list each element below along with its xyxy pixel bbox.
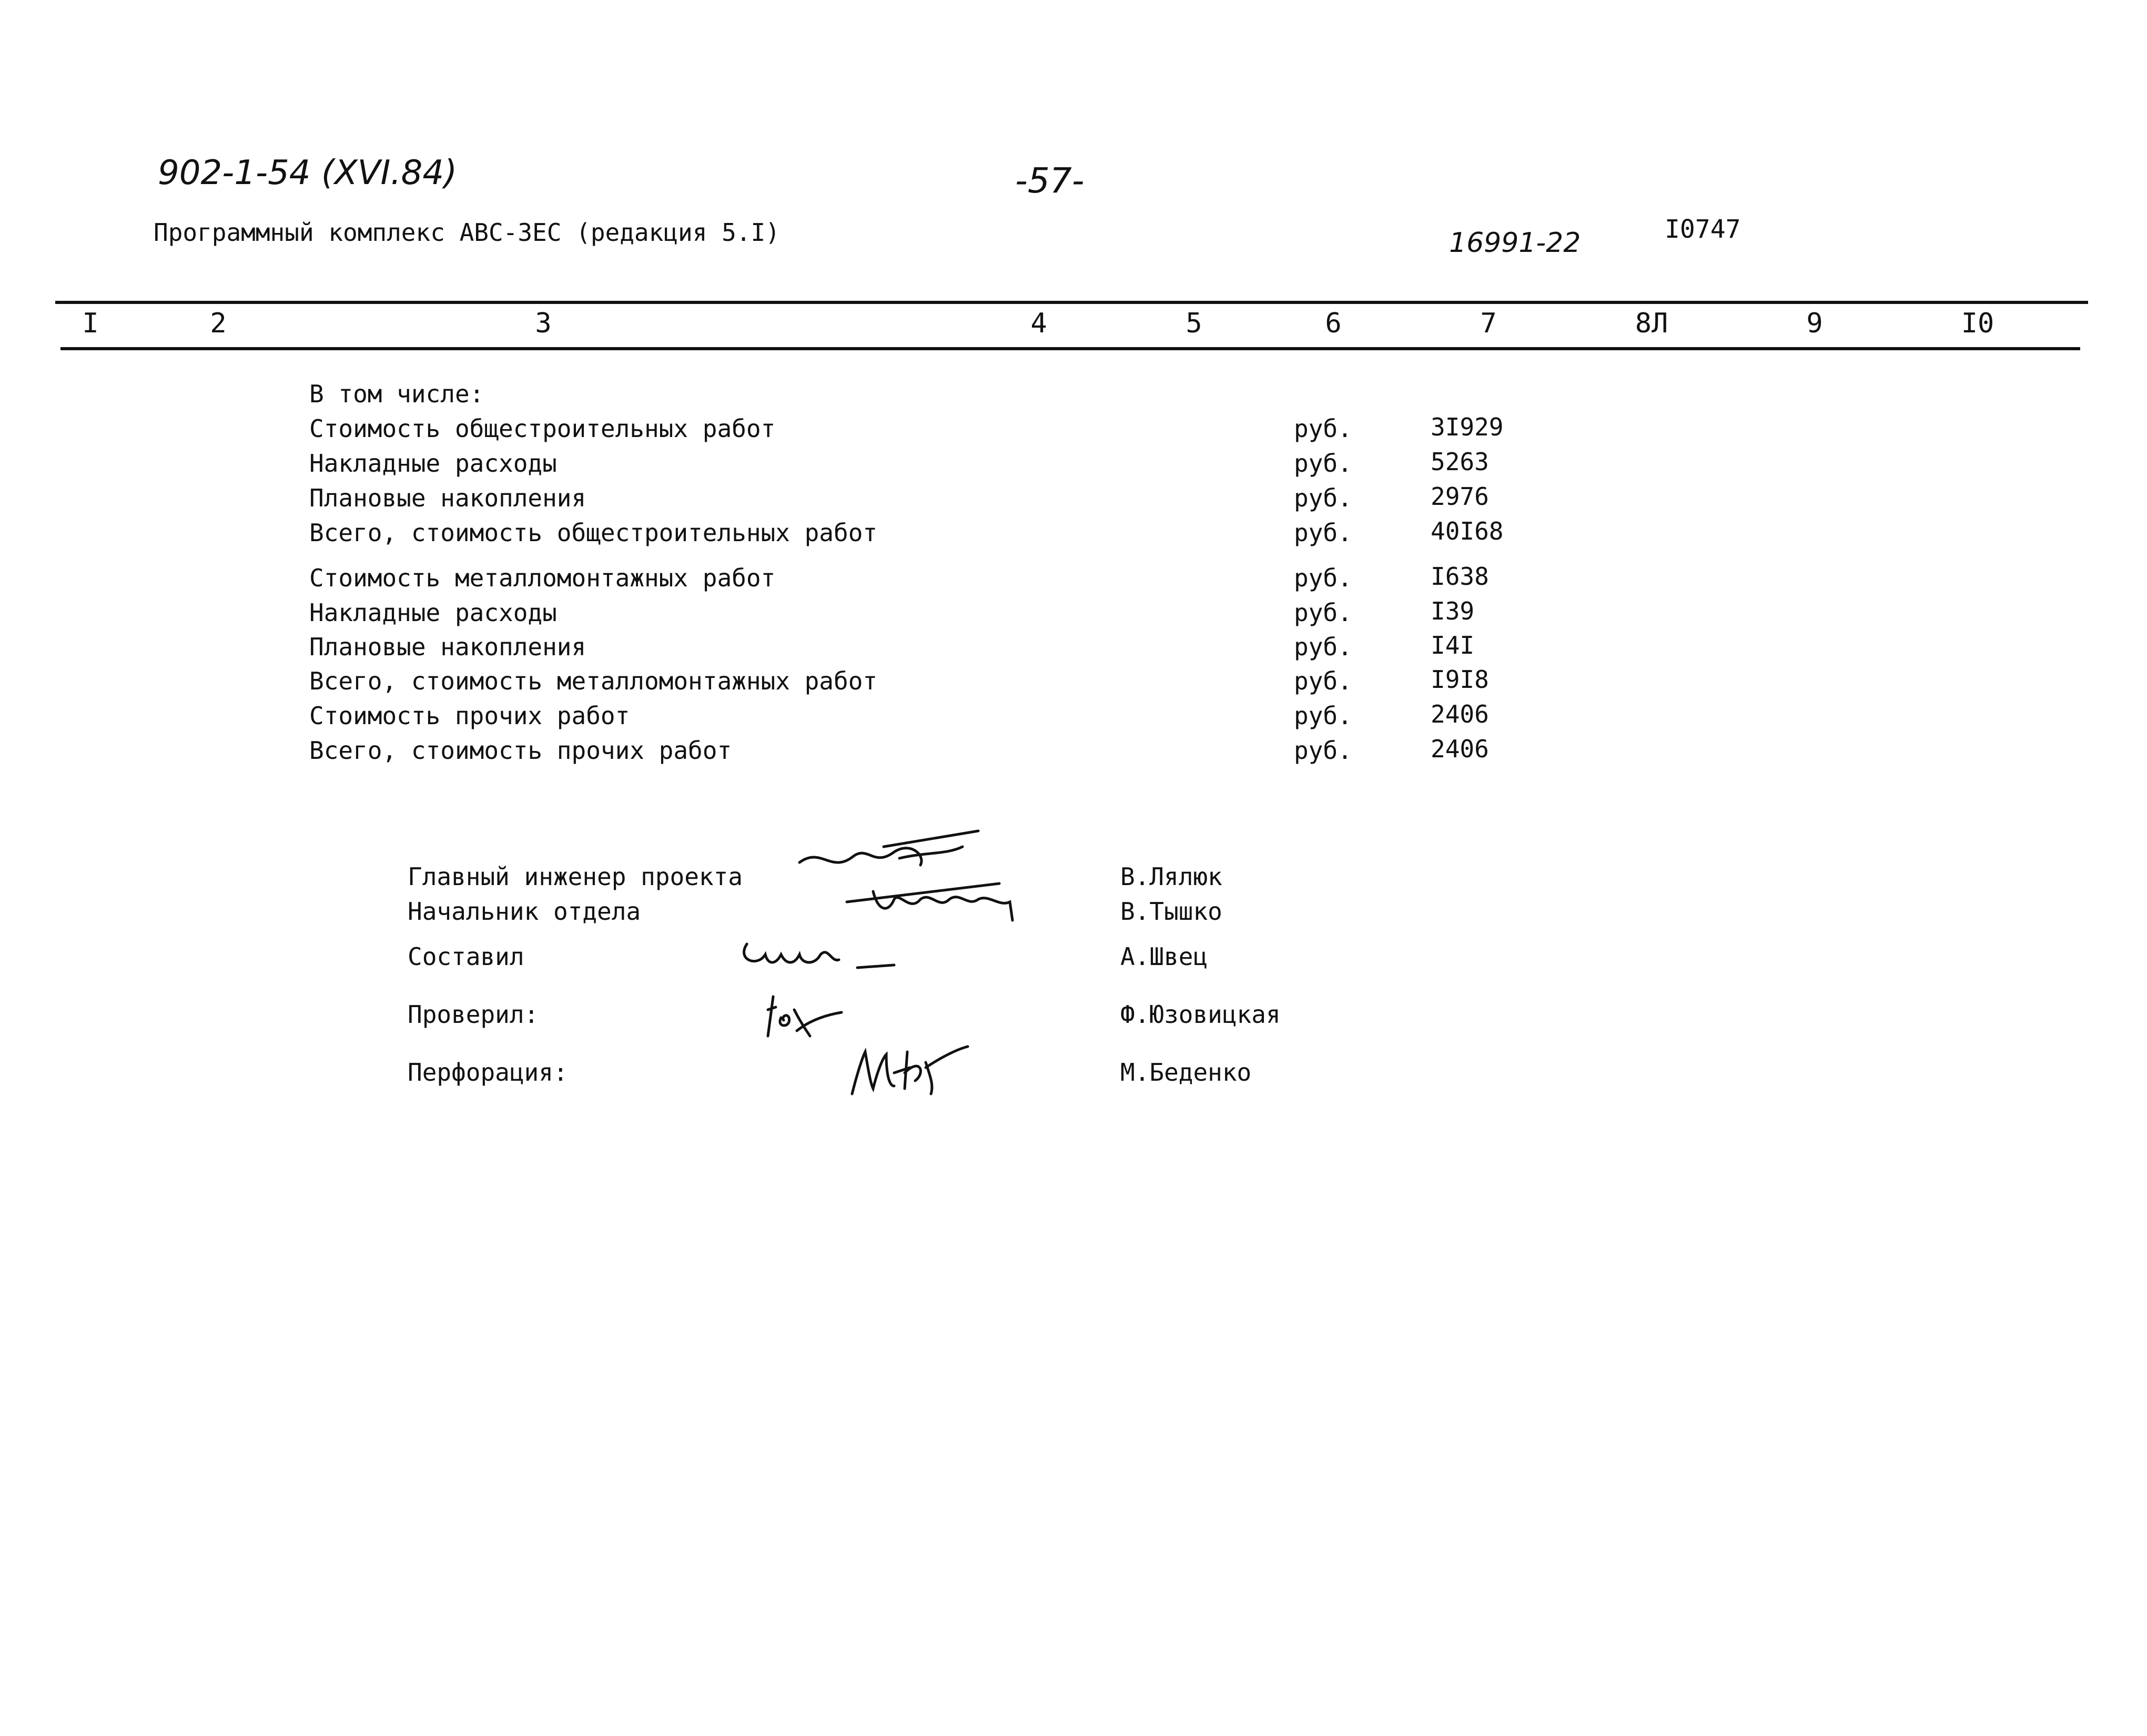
column-header-10: I0 bbox=[1961, 308, 1994, 339]
row-label: Накладные расходы bbox=[309, 598, 557, 627]
signature-title: Начальник отдела bbox=[408, 897, 641, 926]
section-heading: В том числе: bbox=[309, 380, 484, 408]
row-value: 2406 bbox=[1431, 700, 1489, 728]
row-unit: руб. bbox=[1294, 736, 1352, 765]
page-number: -57- bbox=[1015, 160, 1085, 201]
registration-number: 16991-22 bbox=[1449, 227, 1581, 259]
row-unit: руб. bbox=[1294, 449, 1352, 478]
row-label: Накладные расходы bbox=[309, 449, 557, 478]
row-value: I4I bbox=[1431, 631, 1475, 659]
column-header-5: 5 bbox=[1186, 308, 1202, 339]
row-value: I638 bbox=[1431, 562, 1489, 591]
document-code: 902-1-54 (XVI.84) bbox=[158, 154, 458, 192]
row-label: Плановые накопления bbox=[309, 484, 586, 512]
document-number: I0747 bbox=[1665, 215, 1741, 244]
row-label: Всего, стоимость прочих работ bbox=[309, 736, 732, 765]
row-unit: руб. bbox=[1294, 667, 1352, 695]
row-unit: руб. bbox=[1294, 519, 1352, 547]
row-unit: руб. bbox=[1294, 484, 1352, 512]
signature-name: А.Швец bbox=[1120, 942, 1208, 971]
row-label: Плановые накопления bbox=[309, 633, 586, 661]
row-unit: руб. bbox=[1294, 414, 1352, 443]
row-value: 3I929 bbox=[1431, 413, 1504, 441]
row-label: Стоимость прочих работ bbox=[309, 702, 630, 730]
row-value: 5263 bbox=[1431, 448, 1489, 476]
column-header-1: I bbox=[82, 308, 99, 339]
column-header-4: 4 bbox=[1030, 308, 1047, 339]
signature-name: В.Лялюк bbox=[1120, 862, 1222, 891]
row-label: Всего, стоимость общестроительных работ bbox=[309, 519, 878, 547]
column-header-8: 8Л bbox=[1635, 308, 1668, 339]
handwritten-signature-2 bbox=[842, 870, 1031, 928]
row-value: I9I8 bbox=[1431, 665, 1489, 694]
row-label: Всего, стоимость металломонтажных работ bbox=[309, 667, 878, 695]
row-label: Стоимость общестроительных работ bbox=[309, 414, 776, 443]
row-value: I39 bbox=[1431, 597, 1475, 625]
column-header-9: 9 bbox=[1806, 308, 1823, 339]
handwritten-signature-5 bbox=[842, 1036, 978, 1104]
signature-title: Составил bbox=[408, 942, 524, 971]
signature-name: М.Беденко bbox=[1120, 1058, 1252, 1087]
column-header-2: 2 bbox=[210, 308, 227, 339]
row-label: Стоимость металломонтажных работ bbox=[309, 564, 776, 592]
signature-title: Проверил: bbox=[408, 1000, 539, 1029]
signature-name: В.Тышко bbox=[1120, 897, 1222, 926]
row-value: 40I68 bbox=[1431, 517, 1504, 545]
table-top-rule bbox=[55, 301, 2088, 304]
signature-name: Ф.Юзовицкая bbox=[1120, 1000, 1281, 1029]
signature-title: Перфорация: bbox=[408, 1058, 568, 1087]
software-title: Программный комплекс АВС-3ЕС (редакция 5.I) bbox=[154, 218, 780, 247]
row-unit: руб. bbox=[1294, 633, 1352, 661]
column-header-3: 3 bbox=[535, 308, 552, 339]
row-unit: руб. bbox=[1294, 564, 1352, 592]
row-value: 2406 bbox=[1431, 735, 1489, 763]
table-header-bottom-rule bbox=[60, 347, 2080, 350]
signature-title: Главный инженер проекта bbox=[408, 862, 743, 891]
row-unit: руб. bbox=[1294, 702, 1352, 730]
row-value: 2976 bbox=[1431, 482, 1489, 511]
column-header-6: 6 bbox=[1325, 308, 1342, 339]
handwritten-signature-3 bbox=[736, 923, 905, 981]
column-header-7: 7 bbox=[1480, 308, 1497, 339]
row-unit: руб. bbox=[1294, 598, 1352, 627]
